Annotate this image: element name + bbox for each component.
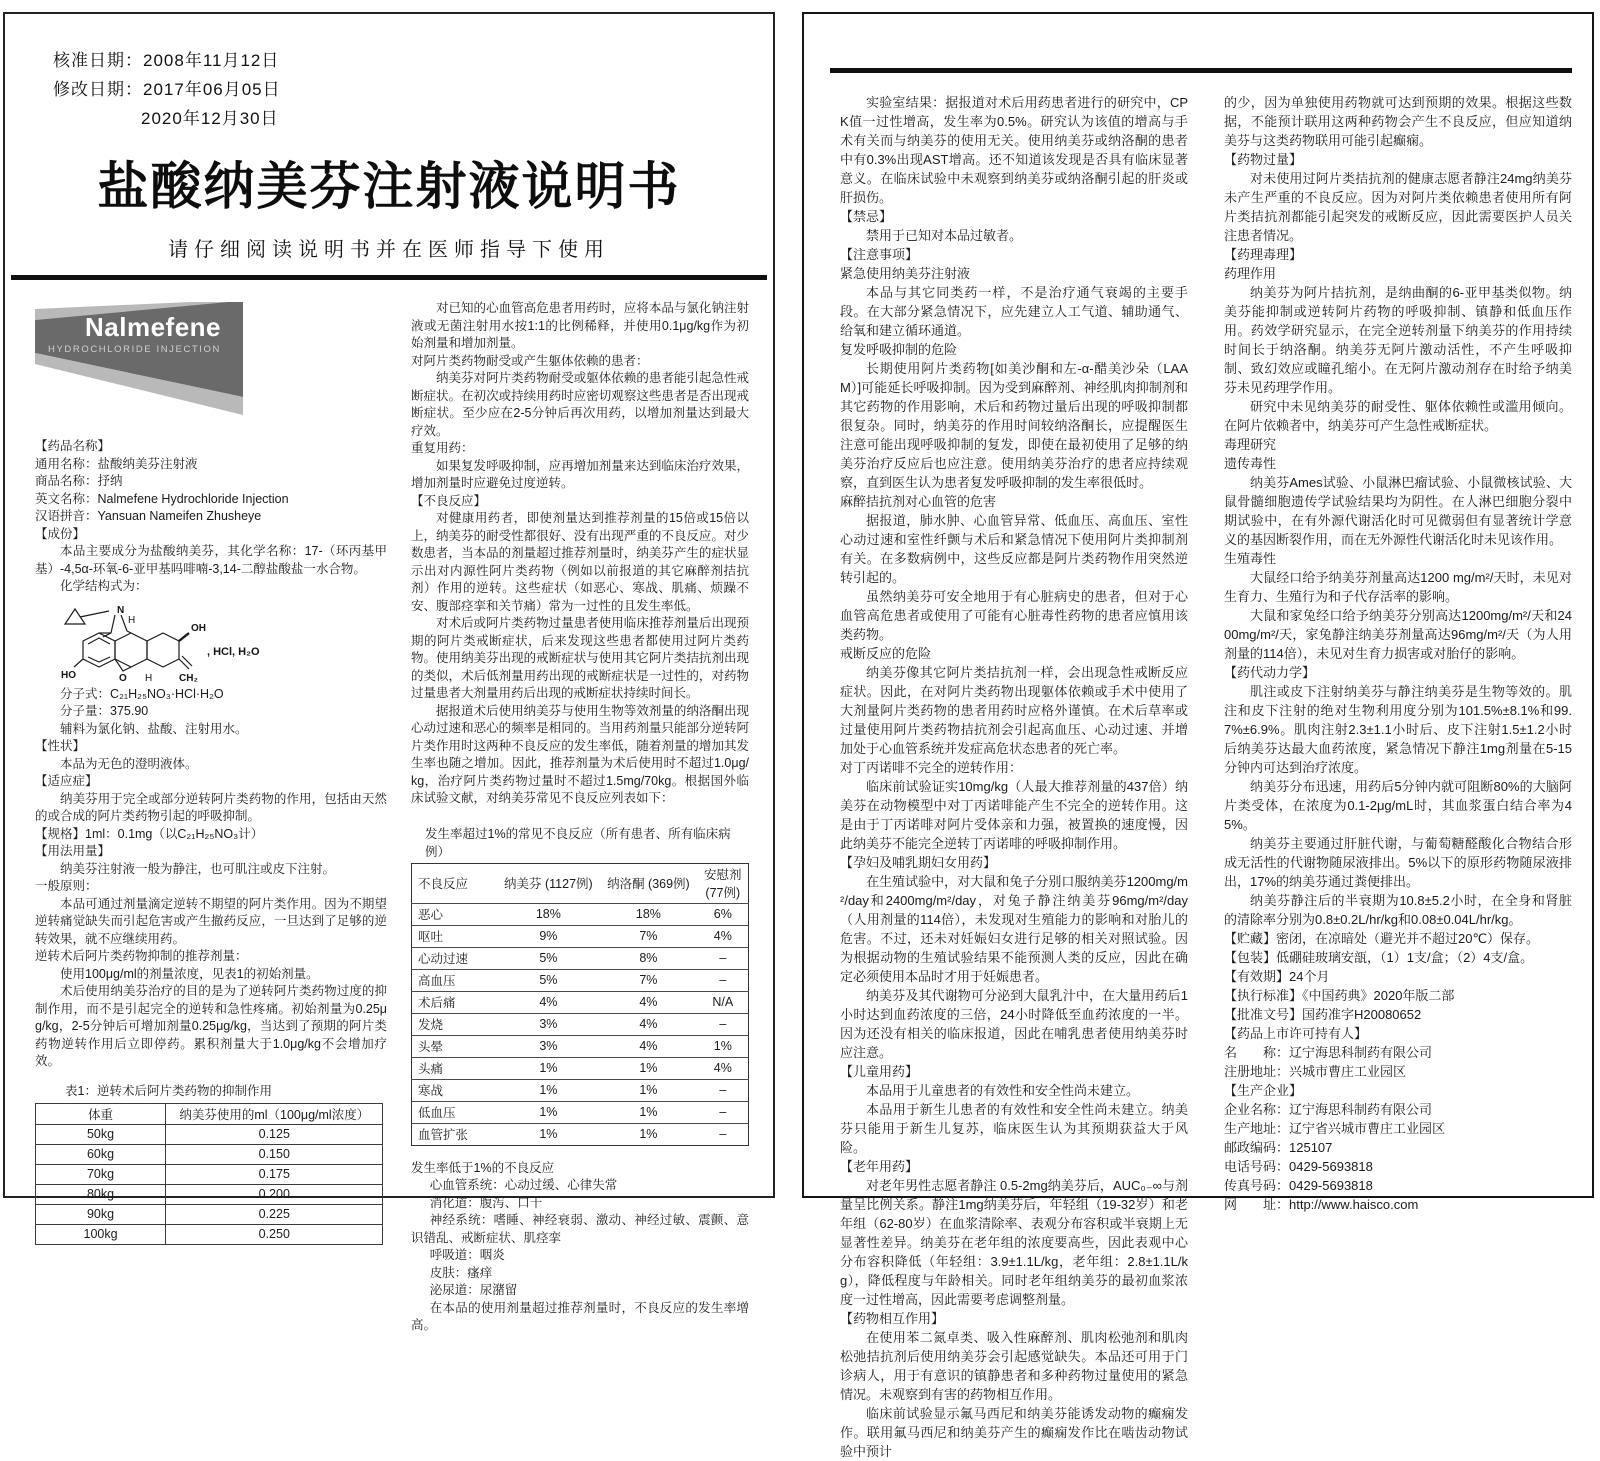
adverse-events-header: 不良反应 — [418, 877, 469, 891]
section-header: 【禁忌】 — [840, 209, 893, 224]
adverse-events-table — [411, 863, 749, 1146]
adverse-events-cell: 1% — [599, 1057, 697, 1079]
table-row — [412, 903, 749, 925]
adverse-events-cell: 5% — [498, 969, 600, 991]
paragraph: 纳美芬分布迅速，用药后5分钟内就可阻断80%的大脑阿片类受体，在浓度为0.1-2μg/mL时，其血浆蛋白结合率为45%。 — [1224, 779, 1572, 832]
bond — [103, 615, 115, 637]
section-header: 【老年用药】 — [840, 1159, 919, 1174]
paragraph: 在本品的使用剂量超过推荐剂量时，不良反应的发生率增高。 — [411, 1300, 749, 1332]
brand-logo-graphic — [35, 302, 243, 424]
adverse-events-cell: 心动过速 — [412, 947, 498, 969]
adverse-events-cell: 1% — [498, 1057, 600, 1079]
paragraph: 纳美芬用于完全或部分逆转阿片类药物的作用，包括由天然的或合成的阿片类药物引起的呼吸抑制。 — [35, 791, 387, 823]
paragraph: 皮肤：瘙痒 — [429, 1265, 493, 1280]
section-header: 【用法用量】 — [35, 844, 111, 858]
paragraph: 呼吸道：咽炎 — [429, 1248, 505, 1262]
table-row — [412, 1079, 749, 1101]
dose-table-cell: 0.175 — [166, 1164, 383, 1184]
paragraph: 虽然纳美芬可安全地用于有心脏病史的患者，但对于心血管高危患者或使用了可能有心脏毒性药物的患者应慎用该类药物。 — [840, 589, 1188, 642]
dose-table-cell: 0.250 — [166, 1224, 383, 1244]
nitrogen-label: N — [117, 604, 125, 616]
subsection-heading: 戒断反应的危险 — [840, 646, 932, 661]
paragraph: 名 称：辽宁海思科制药有限公司 — [1224, 1045, 1433, 1060]
adverse-events-cell: – — [698, 969, 749, 991]
section-header: 【孕妇及哺乳期妇女用药】 — [840, 855, 997, 870]
dose-table-cell: 50kg — [36, 1124, 166, 1144]
dose-table-header: 体重 — [36, 1103, 166, 1124]
paragraph: 据报道术后使用纳美芬与使用生物等效剂量的纳洛酮出现心动过速和恶心的频率是相同的。当用药剂量只能部分逆转阿片类作用时这两种不良反应的发生率低，随着剂量的增加其发生率也随之增加。因此，推荐剂量为术后使用时不超过1.0μg/kg，治疗阿片类药物过量时不超过1.5mg/70kg。根据国外临床试验文献，对纳美芬常见不良反应列表如下： — [411, 703, 749, 805]
adverse-events-cell: 6% — [698, 903, 749, 925]
paragraph: 心血管系统：心动过缓、心律失常 — [429, 1178, 618, 1192]
logo-brand-name: Nalmefene — [85, 312, 221, 342]
spacer — [411, 1146, 749, 1160]
paragraph: 在使用苯二氮卓类、吸入性麻醉剂、肌肉松弛剂和肌肉松弛拮抗剂后使用纳美芬会引起感觉缺失。本品还可用于门诊病人，用于有意识的镇静患者和多种药物过量使用的紧急情况。未观察到有害的药物相互作用。 — [840, 1330, 1188, 1402]
adverse-events-cell: 7% — [599, 925, 697, 947]
section-header: 【药物相互作用】 — [840, 1311, 945, 1326]
adverse-events-cell: – — [698, 947, 749, 969]
paragraph: 在生殖试验中，对大鼠和兔子分别口服纳美芬1200mg/m²/day和2400mg/m²/day，对兔子静注纳美芬96mg/m²/day（人用剂量的114倍），未发现对生殖能力的影响和对胎儿的危害。不过，还未对妊娠妇女进行足够的相关对照试验。因为根据动物的生殖试验结果不能预测人类的反应，因此在确定必须使用本品时才用于妊娠患者。 — [840, 874, 1188, 984]
bond — [121, 615, 127, 631]
adverse-events-cell: 1% — [599, 1123, 697, 1145]
adverse-events-cell: 1% — [498, 1123, 600, 1145]
adverse-events-cell: 4% — [599, 1013, 697, 1035]
paragraph: 辅料为氯化钠、盐酸、注射用水。 — [60, 721, 248, 736]
subsection-heading: 复发呼吸抑制的危险 — [840, 342, 958, 357]
paragraph: 使用100μg/ml的剂量浓度，见表1的初始剂量。 — [60, 966, 319, 981]
adverse-events-cell: 术后痛 — [412, 991, 498, 1013]
revision-date-1: 修改日期：2017年06月05日 — [53, 80, 281, 99]
ring — [147, 633, 179, 667]
adverse-events-cell: 呕吐 — [412, 925, 498, 947]
wedge-bond — [179, 633, 189, 641]
subsection-heading: 药理作用 — [1224, 266, 1277, 281]
table-row — [36, 1184, 383, 1204]
paragraph: 【包装】低硼硅玻璃安瓿，（1）1支/盒；（2）4支/盒。 — [1224, 950, 1534, 965]
approval-date: 核准日期：2008年11月12日 — [53, 51, 280, 70]
table-row — [412, 925, 749, 947]
stereo-hydrogen-label: H — [128, 614, 136, 626]
subsection-heading: 毒理研究 — [1224, 437, 1277, 452]
paragraph: 【有效期】24个月 — [1224, 969, 1330, 984]
paragraph: 对已知的心血管高危患者用药时，应将本品与氯化钠注射液或无菌注射用水按1:1的比例稀释，并使用0.1μg/kg作为初始剂量和增加剂量。 — [411, 301, 749, 350]
paragraph: 大鼠经口给予纳美芬剂量高达1200 mg/m²/天时，未见对生育力、生殖行为和子代存活率的影响。 — [1224, 570, 1572, 604]
adverse-events-cell: 3% — [498, 1035, 600, 1057]
dose-table-cell: 80kg — [36, 1184, 166, 1204]
subsection-heading: 重复用药： — [411, 441, 474, 455]
section-header: 【药品名称】 — [35, 439, 111, 453]
adverse-events-cell: 3% — [498, 1013, 600, 1035]
section-header: 【注意事项】 — [840, 247, 919, 262]
adverse-events-cell: – — [698, 1101, 749, 1123]
paragraph: 对健康用药者，即使剂量达到推荐剂量的15倍或15倍以上，纳美芬的耐受性都很好、没有出现严重的不良反应。对少数患者，当本品的剂量超过推荐剂量时，纳美芬产生的症状显示出对内源性阿片类药物（例如以前报道的其它麻醉剂拮抗剂）作用的逆转。这些症状（如恶心、寒战、肌痛、烦躁不安、腹部痉挛和关节痛）常为一过性的且发生率低。 — [411, 511, 749, 613]
paragraph: 纳美芬主要通过肝脏代谢，与葡萄糖醛酸化合物结合形成无活性的代谢物随尿液排出。5%以下的原形药物随尿液排出，17%的纳美芬通过粪便排出。 — [1224, 836, 1572, 889]
subsection-heading: 对丁丙诺啡不完全的逆转作用： — [840, 760, 1023, 775]
paragraph: 纳美芬对阿片类药物耐受或躯体依赖的患者能引起急性戒断症状。在初次或持续用药时应密切观察这些患者是否出现戒断症状。至少应在2-5分钟后再次用药，以增加剂量达到最大疗效。 — [411, 371, 749, 438]
adverse-events-cell: 9% — [498, 925, 600, 947]
double-bond — [88, 657, 110, 662]
section-header: 【药理毒理】 — [1224, 247, 1303, 262]
dose-table-header: 纳美芬使用的ml（100μg/ml浓度） — [166, 1103, 383, 1124]
paragraph: 长期使用阿片类药物[如美沙酮和左-α-醋美沙朵（LAAM）]可能延长呼吸抑制。因为受到麻醉剂、神经肌肉抑制剂和其它药物的作用影响，术后和药物过量后出现的呼吸抑制都很复杂。同时，纳美芬的作用时间较纳洛酮长，应提醒医生注意可能出现呼吸抑制的复发，即使在最初使用了足够的纳美芬治疗反应后也应注意。使用纳美芬治疗的患者应持续观察，直到医生认为患者复发呼吸抑制的发生率很低时。 — [840, 361, 1188, 490]
paragraph: 汉语拼音：Yansuan Nameifen Zhusheye — [35, 509, 262, 523]
section-header: 【性状】 — [35, 739, 86, 753]
paragraph: 本品为无色的澄明液体。 — [60, 756, 198, 771]
spacer — [411, 808, 749, 824]
paragraph: 术后使用纳美芬治疗的目的是为了逆转阿片类药物过度的抑制作用，而不是引起完全的逆转和急性疼痛。初始剂量为0.25μg/kg，2-5分钟后可增加剂量0.25μg/kg，当达到了预期的阿片类药物逆转作用后立即停药。累积剂量大于1.0μg/kg不会增加疗效。 — [35, 984, 387, 1068]
brand-logo — [35, 302, 243, 424]
adverse-events-header: 纳美芬 (1127例) — [504, 877, 593, 891]
paragraph: 纳美芬为阿片拮抗剂，是纳曲酮的6-亚甲基类似物。纳美芬能抑制或逆转阿片药物的呼吸抑制、镇静和低血压作用。药效学研究显示，在完全逆转剂量下纳美芬的作用持续时间长于纳洛酮。纳美芬无阿片激动活性，不产生呼吸抑制、致幻效应或瞳孔缩小。在无阿片激动剂存在时给予纳美芬未见药理学作用。 — [1224, 285, 1572, 395]
section-header: 【适应症】 — [35, 774, 98, 788]
section-header: 【药代动力学】 — [1224, 665, 1316, 680]
adverse-events-cell: – — [698, 1123, 749, 1145]
paragraph: 传真号码：0429-5693818 — [1224, 1178, 1373, 1193]
double-bond — [179, 659, 189, 669]
paragraph: 实验室结果：据报道对术后用药患者进行的研究中，CPK值一过性增高，发生率为0.5%。研究认为该值的增高与手术有关而与纳美芬的使用无关。使用纳美芬或纳洛酮的患者中有0.3%出现AST增高。还不知道该发现是否具有临床显著意义。在临床试验中未观察到纳美芬或纳洛酮引起的肝炎或肝损伤。 — [840, 95, 1188, 205]
spacer — [35, 1071, 387, 1081]
dose-table-cell: 70kg — [36, 1164, 166, 1184]
dose-table-caption: 表1：逆转术后阿片类药物的抑制作用 — [65, 1083, 272, 1098]
adverse-events-cell: 4% — [698, 925, 749, 947]
dose-table-cell: 0.200 — [166, 1184, 383, 1204]
adverse-events-header: 安慰剂 (77例) — [704, 868, 742, 900]
logo-brand-subname: HYDROCHLORIDE INJECTION — [48, 344, 221, 355]
paragraph: 电话号码：0429-5693818 — [1224, 1159, 1373, 1174]
paragraph: 【贮藏】密闭，在凉暗处（避光并不超过20℃）保存。 — [1224, 931, 1540, 946]
table-row — [412, 1057, 749, 1079]
salt-hydrate-label: , HCl, H₂O — [207, 645, 260, 658]
insert-page-1 — [3, 12, 775, 1332]
subsection-heading: 遗传毒性 — [1224, 456, 1277, 471]
paragraph: 生产地址：辽宁省兴城市曹庄工业园区 — [1224, 1121, 1446, 1136]
document-title: 盐酸纳美芬注射液说明书 — [97, 158, 681, 215]
ring — [115, 633, 147, 667]
table-row — [412, 947, 749, 969]
double-bond — [182, 656, 192, 666]
table-row — [412, 1035, 749, 1057]
adverse-events-cell: 恶心 — [412, 903, 498, 925]
double-bond — [88, 638, 110, 644]
section-header: 【药物过量】 — [1224, 152, 1303, 167]
adverse-events-cell: 1% — [498, 1079, 600, 1101]
adverse-events-cell: 发烧 — [412, 1013, 498, 1035]
paragraph: 如果复发呼吸抑制，应再增加剂量来达到临床治疗效果，增加剂量时应避免过度逆转。 — [411, 458, 749, 490]
chemical-structure-diagram — [61, 597, 387, 683]
subsection-heading: 生殖毒性 — [1224, 551, 1277, 566]
paragraph: 临床前试验显示氟马西尼和纳美芬能诱发动物的癫痫发作。联用氟马西尼和纳美芬产生的癫痫发作比在啮齿动物试验中预计 — [840, 1406, 1188, 1459]
paragraph: 【规格】1ml：0.1mg（以C₂₁H₂₅NO₃计） — [35, 826, 264, 841]
paragraph: 注册地址：兴城市曹庄工业园区 — [1224, 1064, 1407, 1079]
ether-oxygen-label: O — [119, 672, 127, 684]
adverse-events-cell: 低血压 — [412, 1101, 498, 1123]
adverse-events-cell: 1% — [698, 1035, 749, 1057]
subsection-heading: 发生率低于1%的不良反应 — [411, 1160, 555, 1175]
paragraph: 消化道：腹泻、口干 — [429, 1195, 543, 1210]
paragraph: 泌尿道：尿潴留 — [429, 1283, 518, 1297]
revision-date-2: 2020年12月30日 — [141, 109, 279, 128]
section-header: 【不良反应】 — [411, 493, 487, 508]
adverse-events-cell: 4% — [698, 1057, 749, 1079]
paragraph: 据报道，肺水肿、心血管异常、低血压、高血压、室性心动过速和室性纤颤与术后和紧急情况下使用阿片类抑制剂有关。在多数病例中，这些反应都是阿片类药物作用突然逆转引起的。 — [840, 513, 1188, 585]
bond — [74, 659, 83, 667]
table-row — [412, 1013, 749, 1035]
subsection-heading: 一般原则： — [35, 879, 98, 893]
dose-table-block — [35, 1081, 387, 1245]
paragraph: 【执行标准】《中国药典》2020年版二部 — [1224, 988, 1455, 1003]
bond — [80, 611, 109, 617]
page-1-column-left — [35, 300, 387, 1335]
page-1-column-right — [411, 300, 749, 1335]
table-row — [36, 1224, 383, 1244]
paragraph: 分子式：C₂₁H₂₅NO₃·HCl·H₂O — [60, 686, 224, 701]
paragraph: 本品可通过剂量滴定逆转不期望的阿片类作用。因为不期望逆转痛觉缺失而引起危害或产生撤药反应，一旦达到了足够的逆转效果，就不应继续用药。 — [35, 896, 387, 946]
paragraph: 【批准文号】国药准字H20080652 — [1224, 1007, 1422, 1022]
paragraph: 本品主要成分为盐酸纳美芬，其化学名称：17-（环丙基甲基）-4,5α-环氧-6-亚甲基吗啡喃-3,14-二醇盐酸盐一水合物。 — [35, 544, 387, 576]
paragraph: 大鼠和家兔经口给予纳美芬分别高达1200mg/m²/天和2400mg/m²/天，家兔静注纳美芬剂量高达96mg/m²/天（为人用剂量的114倍），未见对生育力损害或对胎仔的影响。 — [1224, 608, 1572, 661]
paragraph: 纳美芬Ames试验、小鼠淋巴瘤试验、小鼠微核试验、大鼠骨髓细胞遗传学试验结果均为阴性。在人淋巴细胞分裂中期试验中，在有外源代谢活化时可见微弱但有显著统计学意义的基因断裂作用，而在无外源性代谢活化时未见该作用。 — [1224, 475, 1572, 547]
subsection-heading: 麻醉拮抗剂对心血管的危害 — [840, 494, 997, 509]
adverse-events-cell: 1% — [599, 1101, 697, 1123]
page-1-columns — [5, 280, 773, 1335]
paragraph: 神经系统：嗜睡、神经衰弱、激动、神经过敏、震颤、意识错乱、戒断症状、肌痉挛 — [411, 1213, 749, 1245]
methylene-label: CH₂ — [179, 672, 198, 684]
adverse-events-cell: – — [698, 1013, 749, 1035]
table-row — [36, 1144, 383, 1164]
paragraph: 临床前试验证实10mg/kg（人最大推荐剂量的437倍）纳美芬在动物模型中对丁丙诺啡能产生不完全的逆转作用。这是由于丁丙诺啡对阿片受体亲和力强，被置换的速度慢，因此纳美芬不能完全逆转丁丙诺啡的呼吸抑制作用。 — [840, 779, 1188, 851]
insert-page-2 — [802, 12, 1594, 1459]
paragraph: 肌注或皮下注射纳美芬与静注纳美芬是生物等效的。肌注和皮下注射的绝对生物利用度分别为101.5%±8.1%和99.7%±6.9%。肌肉注射2.3±1.1小时后、皮下注射1.5±1.2小时后纳美芬达最大血药浓度，紧急情况下静注1mg剂量在5-15分钟内可达到治疗浓度。 — [1224, 684, 1572, 775]
page-2-column-left — [840, 93, 1188, 1461]
dose-table — [35, 1103, 383, 1245]
adverse-events-cell: 1% — [599, 1079, 697, 1101]
dose-table-cell: 0.150 — [166, 1144, 383, 1164]
dose-table-cell: 100kg — [36, 1224, 166, 1244]
phenol-label: HO — [61, 669, 76, 681]
paragraph: 纳美芬静注后的半衰期为10.8±5.2小时，在全身和肾脏的清除率分别为0.8±0.2L/hr/kg和0.08±0.04L/hr/kg。 — [1224, 893, 1572, 927]
adverse-events-header: 纳洛酮 (369例) — [607, 877, 690, 891]
paragraph: 的少，因为单独使用药物就可达到预期的效果。根据这些数据，不能预计联用这两种药物会产生不良反应，但应知道纳美芬与这类药物联用可能引起癫痫。 — [1224, 95, 1572, 148]
document-subtitle: 请仔细阅读说明书并在医师指导下使用 — [168, 239, 610, 261]
paragraph: 纳美芬及其代谢物可分泌到大鼠乳汁中，在大量用药后1小时达到血药浓度的三倍，24小时降低至血药浓度的一半。因为还没有相关的临床报道，因此在哺乳患者使用纳美芬时应注意。 — [840, 988, 1188, 1060]
page-2-column-right — [1224, 93, 1572, 1461]
adverse-events-cell: 血管扩张 — [412, 1123, 498, 1145]
adverse-events-cell: 7% — [599, 969, 697, 991]
adverse-events-cell: 5% — [498, 947, 600, 969]
table-row — [36, 1204, 383, 1224]
paragraph: 对老年男性志愿者静注 0.5-2mg纳美芬后，AUC₀₋∞与剂量呈比例关系。静注1mg纳美芬后，年轻组（19-32岁）和老年组（62-80岁）在血浆清除率、表观分布容积或半衰期上无显著性差异。纳美芬在老年组的浓度要高些，因此表观中心分布容积降低（年轻组：3.9±1.1L/kg，老年组：2.8±1.1L/kg），降低程度与年龄相关。同时老年组纳美芬的最初血浆浓度一过性增高，因此需要考虑调整剂量。 — [840, 1178, 1188, 1307]
adverse-events-cell: 头痛 — [412, 1057, 498, 1079]
adverse-events-cell: 4% — [599, 1035, 697, 1057]
hydroxyl-label: OH — [191, 622, 206, 634]
paragraph: 企业名称：辽宁海思科制药有限公司 — [1224, 1102, 1433, 1117]
table-row — [412, 969, 749, 991]
dose-table-cell: 60kg — [36, 1144, 166, 1164]
table-row — [36, 1164, 383, 1184]
paragraph: 禁用于已知对本品过敏者。 — [866, 228, 1023, 243]
subsection-heading: 对阿片类药物耐受或产生躯体依赖的患者： — [411, 353, 649, 368]
adverse-events-cell: 1% — [498, 1101, 600, 1123]
dose-table-cell: 0.125 — [166, 1124, 383, 1144]
table-row — [412, 1101, 749, 1123]
page-2-columns — [804, 73, 1592, 1461]
adverse-events-cell: 头晕 — [412, 1035, 498, 1057]
paragraph: 通用名称：盐酸纳美芬注射液 — [35, 456, 198, 471]
section-header: 【成份】 — [35, 526, 86, 541]
dose-table-cell: 0.225 — [166, 1204, 383, 1224]
paragraph: 【生产企业】 — [1224, 1083, 1303, 1098]
paragraph: 本品用于儿童患者的有效性和安全性尚未建立。 — [866, 1083, 1140, 1098]
revision-dates — [5, 14, 773, 133]
paragraph: 研究中未见纳美芬的耐受性、躯体依赖性或滥用倾向。在阿片依赖者中，纳美芬可产生急性戒断症状。 — [1224, 399, 1572, 433]
paragraph: 纳美芬像其它阿片类拮抗剂一样，会出现急性戒断反应症状。因此，在对阿片类药物出现躯体依赖或手术中使用了大剂量阿片类药物的患者用药时应格外谨慎。在术后草率或过量使用阿片类药物拮抗剂会引起高血压、心动过速、并增加处于心血管系统并发症高危状态患者的死亡率。 — [840, 665, 1188, 756]
paragraph: 【药品上市许可持有人】 — [1224, 1026, 1368, 1041]
adverse-events-cell: 18% — [599, 903, 697, 925]
table-row — [412, 1123, 749, 1145]
paragraph: 商品名称：抒纳 — [35, 474, 123, 488]
section-header: 【儿童用药】 — [840, 1064, 919, 1079]
dose-table-cell: 90kg — [36, 1204, 166, 1224]
adverse-events-cell: 高血压 — [412, 969, 498, 991]
paragraph: 对术后或阿片类药物过量患者使用临床推荐剂量后出现预期的阿片类戒断症状，后来发现这些患者都使用过阿片类药物。使用纳美芬出现的戒断症状与使用其它阿片类拮抗剂出现的类似，术后低剂量用药出现的戒断症状是一过性的，对药物过量患者大剂量用药后出现的戒断症状持续时间长。 — [411, 616, 749, 700]
adverse-events-cell: 18% — [498, 903, 600, 925]
table-row — [412, 991, 749, 1013]
adverse-events-cell: 8% — [599, 947, 697, 969]
paragraph: 本品与其它同类药一样，不是治疗通气衰竭的主要手段。在大部分紧急情况下，应先建立人工气道、辅助通气、给氧和建立循环通道。 — [840, 285, 1188, 338]
hydrogen-label: H — [145, 672, 153, 684]
adverse-events-cell: 4% — [498, 991, 600, 1013]
subsection-heading: 逆转术后阿片类药物抑制的推荐剂量： — [35, 949, 248, 963]
adverse-events-cell: 寒战 — [412, 1079, 498, 1101]
adverse-events-table-block — [411, 824, 749, 1146]
paragraph: 分子量：375.90 — [60, 704, 149, 718]
paragraph: 本品用于新生儿患者的有效性和安全性尚未建立。纳美芬只能用于新生儿复苏，临床医生认为其预期获益大于风险。 — [840, 1102, 1188, 1155]
bond — [127, 631, 131, 633]
paragraph: 网 址：http://www.haisco.com — [1224, 1197, 1419, 1212]
adverse-events-cell: – — [698, 1079, 749, 1101]
paragraph: 化学结构式为： — [60, 579, 148, 593]
adverse-events-cell: 4% — [599, 991, 697, 1013]
paragraph: 对未使用过阿片类拮抗剂的健康志愿者静注24mg纳美芬未产生严重的不良反应。因为对阿片类依赖患者使用所有阿片类拮抗剂都能引起突发的戒断反应，因此需要医护人员关注患者情况。 — [1224, 171, 1572, 243]
adverse-events-table-title: 发生率超过1%的常见不良反应（所有患者、所有临床病例） — [425, 826, 731, 859]
adverse-events-cell: N/A — [698, 991, 749, 1013]
subsection-heading: 紧急使用纳美芬注射液 — [840, 266, 971, 281]
paragraph: 邮政编码：125107 — [1224, 1140, 1333, 1155]
paragraph: 英文名称：Nalmefene Hydrochloride Injection — [35, 491, 289, 506]
paragraph: 纳美芬注射液一般为静注，也可肌注或皮下注射。 — [60, 861, 336, 876]
table-row — [36, 1124, 383, 1144]
